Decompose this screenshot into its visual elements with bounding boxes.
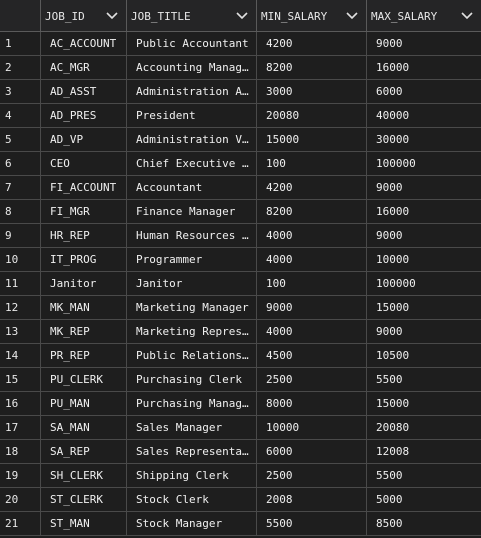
cell-min-salary[interactable]: 5500 (257, 512, 367, 535)
table-row[interactable] (0, 56, 481, 80)
row-number: 6 (0, 152, 41, 175)
table-row[interactable] (0, 464, 481, 488)
cell-max-salary[interactable]: 5500 (376, 469, 403, 482)
cell-job-id[interactable]: AD_ASST (41, 80, 127, 103)
cell-max-salary[interactable]: 9000 (376, 37, 403, 50)
table-row[interactable] (0, 104, 481, 128)
header-row-number[interactable] (0, 0, 41, 32)
cell-job-id[interactable]: SH_CLERK (41, 464, 127, 487)
row-number: 1 (0, 32, 41, 55)
cell-max-salary[interactable]: 16000 (376, 61, 410, 74)
cell-max-salary[interactable]: 9000 (376, 181, 403, 194)
cell-job-id[interactable]: PU_CLERK (41, 368, 127, 391)
cell-job-id[interactable]: AC_MGR (41, 56, 127, 79)
cell-job-title[interactable]: Public Relations… (127, 344, 257, 367)
cell-max-salary[interactable]: 12008 (376, 445, 410, 458)
cell-min-salary[interactable]: 6000 (257, 440, 367, 463)
row-number: 5 (0, 128, 41, 151)
cell-min-salary[interactable]: 4000 (257, 248, 367, 271)
cell-min-salary[interactable]: 8000 (257, 392, 367, 415)
cell-min-salary[interactable]: 4000 (257, 320, 367, 343)
table-row[interactable] (0, 80, 481, 104)
cell-max-salary[interactable]: 100000 (376, 157, 416, 170)
table-row[interactable] (0, 416, 481, 440)
header-min-salary[interactable] (257, 0, 367, 32)
cell-min-salary[interactable]: 100 (257, 272, 367, 295)
cell-min-salary[interactable]: 15000 (257, 128, 367, 151)
cell-max-salary[interactable]: 10500 (376, 349, 410, 362)
cell-max-salary[interactable]: 6000 (376, 85, 403, 98)
cell-job-id[interactable]: ST_CLERK (41, 488, 127, 511)
cell-job-title[interactable]: Accounting Manag… (127, 56, 257, 79)
table-row[interactable] (0, 272, 481, 296)
cell-job-id[interactable]: AD_PRES (41, 104, 127, 127)
header-label: JOB_TITLE (131, 9, 191, 23)
cell-job-title[interactable]: Human Resources … (127, 224, 257, 247)
cell-job-title[interactable]: Purchasing Clerk (127, 368, 257, 391)
cell-job-title[interactable]: Administration V… (127, 128, 257, 151)
cell-job-id[interactable]: Janitor (41, 272, 127, 295)
table-row[interactable] (0, 368, 481, 392)
cell-job-title[interactable]: Accountant (127, 176, 257, 199)
cell-max-salary[interactable]: 40000 (376, 109, 410, 122)
row-number: 12 (0, 296, 41, 319)
cell-job-title[interactable]: President (127, 104, 257, 127)
cell-job-id[interactable]: FI_MGR (41, 200, 127, 223)
cell-job-title[interactable]: Finance Manager (127, 200, 257, 223)
cell-job-title[interactable]: Stock Manager (127, 512, 257, 535)
cell-min-salary[interactable]: 100 (257, 152, 367, 175)
table-row[interactable] (0, 152, 481, 176)
cell-min-salary[interactable]: 2008 (257, 488, 367, 511)
row-number: 4 (0, 104, 41, 127)
table-row[interactable] (0, 200, 481, 224)
row-number: 8 (0, 200, 41, 223)
cell-max-salary[interactable]: 20080 (376, 421, 410, 434)
cell-max-salary[interactable]: 16000 (376, 205, 410, 218)
cell-job-id[interactable]: IT_PROG (41, 248, 127, 271)
cell-max-salary[interactable]: 15000 (376, 397, 410, 410)
cell-min-salary[interactable]: 9000 (257, 296, 367, 319)
cell-min-salary[interactable]: 4200 (257, 32, 367, 55)
cell-job-title[interactable]: Administration A… (127, 80, 257, 103)
table-row[interactable] (0, 512, 481, 536)
cell-max-salary[interactable]: 30000 (376, 133, 410, 146)
chevron-down-icon[interactable] (456, 6, 478, 26)
cell-min-salary[interactable]: 4000 (257, 224, 367, 247)
table-row[interactable] (0, 32, 481, 56)
row-number: 20 (0, 488, 41, 511)
cell-max-salary[interactable]: 100000 (376, 277, 416, 290)
cell-min-salary[interactable]: 2500 (257, 368, 367, 391)
table-row[interactable] (0, 488, 481, 512)
header-label: MIN_SALARY (261, 9, 328, 23)
header-max-salary[interactable] (367, 0, 481, 32)
cell-min-salary[interactable]: 4200 (257, 176, 367, 199)
cell-job-id[interactable]: SA_MAN (41, 416, 127, 439)
cell-max-salary[interactable]: 15000 (376, 301, 410, 314)
cell-job-id[interactable]: FI_ACCOUNT (41, 176, 127, 199)
cell-max-salary[interactable]: 8500 (376, 517, 403, 530)
cell-job-id[interactable]: HR_REP (41, 224, 127, 247)
cell-job-title[interactable]: Sales Representa… (127, 440, 257, 463)
row-number: 19 (0, 464, 41, 487)
cell-job-title[interactable]: Chief Executive … (127, 152, 257, 175)
table-row[interactable] (0, 128, 481, 152)
chevron-down-icon[interactable] (231, 6, 253, 26)
cell-job-title[interactable]: Janitor (127, 272, 257, 295)
cell-job-id[interactable]: PR_REP (41, 344, 127, 367)
row-number: 11 (0, 272, 41, 295)
table-row[interactable] (0, 248, 481, 272)
row-number: 3 (0, 80, 41, 103)
cell-min-salary[interactable]: 10000 (257, 416, 367, 439)
table-row[interactable] (0, 440, 481, 464)
chevron-down-icon[interactable] (341, 6, 363, 26)
row-number: 16 (0, 392, 41, 415)
row-number: 7 (0, 176, 41, 199)
table-row[interactable] (0, 392, 481, 416)
row-number: 10 (0, 248, 41, 271)
cell-min-salary[interactable]: 2500 (257, 464, 367, 487)
table-row[interactable] (0, 320, 481, 344)
header-job-title[interactable] (127, 0, 257, 32)
cell-min-salary[interactable]: 4500 (257, 344, 367, 367)
table-row[interactable] (0, 176, 481, 200)
cell-job-title[interactable]: Stock Clerk (127, 488, 257, 511)
cell-min-salary[interactable]: 8200 (257, 200, 367, 223)
cell-max-salary[interactable]: 9000 (376, 325, 403, 338)
cell-job-id[interactable]: MK_REP (41, 320, 127, 343)
cell-job-title[interactable]: Programmer (127, 248, 257, 271)
cell-job-id[interactable]: ST_MAN (41, 512, 127, 535)
cell-max-salary[interactable]: 9000 (376, 229, 403, 242)
table-row[interactable] (0, 224, 481, 248)
cell-min-salary[interactable]: 3000 (257, 80, 367, 103)
cell-job-title[interactable]: Purchasing Manag… (127, 392, 257, 415)
row-number: 17 (0, 416, 41, 439)
cell-job-title[interactable]: Sales Manager (127, 416, 257, 439)
cell-job-id[interactable]: PU_MAN (41, 392, 127, 415)
cell-job-id[interactable]: MK_MAN (41, 296, 127, 319)
row-number: 9 (0, 224, 41, 247)
cell-job-id[interactable]: SA_REP (41, 440, 127, 463)
cell-max-salary[interactable]: 5000 (376, 493, 403, 506)
row-number: 13 (0, 320, 41, 343)
row-number: 21 (0, 512, 41, 535)
cell-job-title[interactable]: Public Accountant (127, 32, 257, 55)
header-label: JOB_ID (45, 9, 85, 23)
grid-header (0, 0, 481, 32)
header-job-id[interactable] (41, 0, 127, 32)
chevron-down-icon[interactable] (101, 6, 123, 26)
cell-job-id[interactable]: CEO (41, 152, 127, 175)
row-number: 15 (0, 368, 41, 391)
row-number: 2 (0, 56, 41, 79)
cell-job-id[interactable]: AC_ACCOUNT (41, 32, 127, 55)
cell-max-salary[interactable]: 5500 (376, 373, 403, 386)
header-label: MAX_SALARY (371, 9, 438, 23)
cell-max-salary[interactable]: 10000 (376, 253, 410, 266)
row-number: 14 (0, 344, 41, 367)
cell-job-title[interactable]: Marketing Repres… (127, 320, 257, 343)
cell-job-title[interactable]: Shipping Clerk (127, 464, 257, 487)
cell-min-salary[interactable]: 20080 (257, 104, 367, 127)
table-row[interactable] (0, 344, 481, 368)
cell-job-title[interactable]: Marketing Manager (127, 296, 257, 319)
cell-min-salary[interactable]: 8200 (257, 56, 367, 79)
grid-body (0, 32, 481, 536)
table-row[interactable] (0, 296, 481, 320)
cell-job-id[interactable]: AD_VP (41, 128, 127, 151)
row-number: 18 (0, 440, 41, 463)
